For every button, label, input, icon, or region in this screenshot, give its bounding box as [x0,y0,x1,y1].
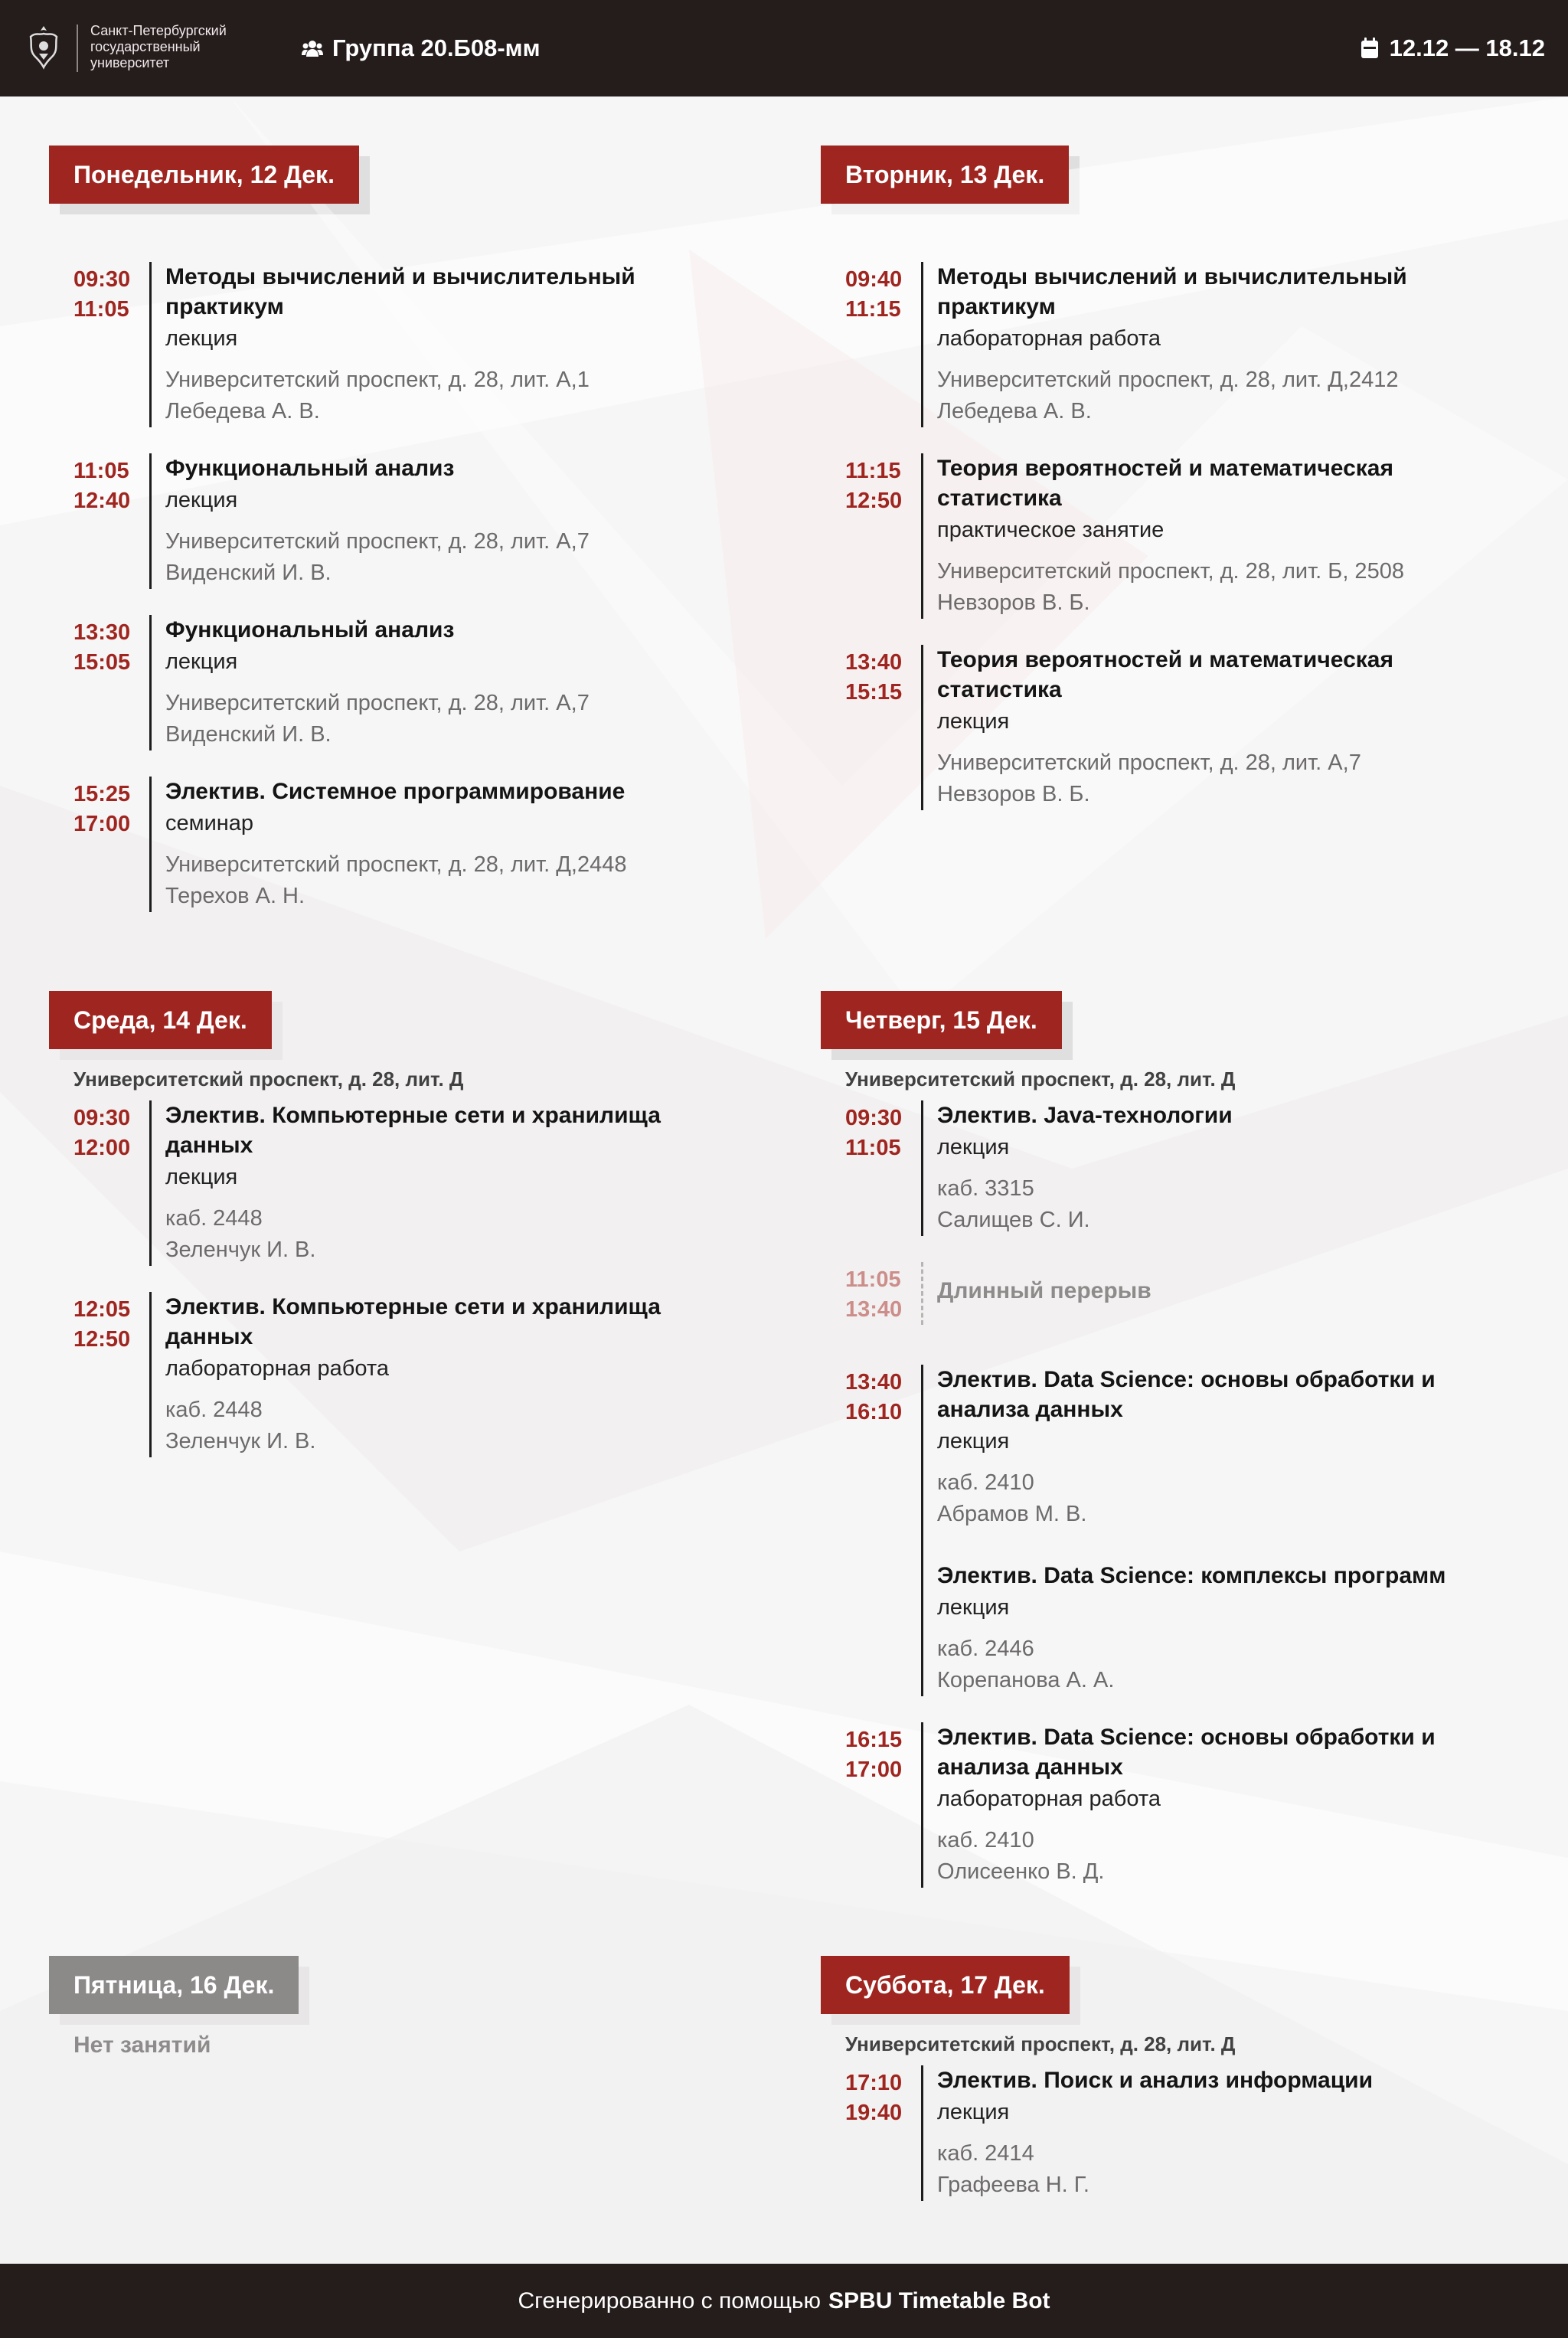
event-start: 11:05 [74,459,129,483]
event-end: 15:15 [845,680,903,705]
event-start: 13:30 [74,620,131,645]
event-title: Функциональный анализ [165,617,455,643]
day-monday [49,146,738,938]
event-kind: лекция [937,1429,1010,1453]
event-place: Университетский проспект, д. 28, лит. А,7 [937,750,1361,775]
top-bar [0,0,1568,96]
day-tuesday [821,146,1510,836]
event-body [937,645,1473,810]
event-place: Университетский проспект, д. 28, лит. Д,2412 [937,368,1399,392]
event-title: Электив. Компьютерные сети и хранилища данных [165,1294,661,1349]
event-item [845,453,1510,619]
event-title: Электив. Системное программирование [165,779,626,804]
event-times [845,1100,923,1236]
event-kind: практическое занятие [937,518,1165,542]
event-body [165,1292,701,1457]
break-title: Длинный перерыв [937,1278,1152,1303]
event-kind: лекция [937,2100,1010,2124]
event-end: 12:00 [74,1136,131,1160]
event-end: 13:40 [845,1297,903,1322]
event-item [74,453,738,589]
day-title: Понедельник, 12 Дек. [49,146,359,204]
event-item [845,1365,1510,1696]
logo-divider [77,25,78,72]
day-title: Вторник, 13 Дек. [821,146,1069,204]
event-times [845,1365,923,1696]
event-place: Университетский проспект, д. 28, лит. Б, 2508 [937,559,1404,584]
footer [0,2264,1568,2338]
event-body [937,262,1473,427]
event-times [74,777,152,912]
event-place: Университетский проспект, д. 28, лит. А,7 [165,529,590,554]
event-place: каб. 2448 [165,1206,263,1231]
event-teacher: Терехов А. Н. [165,884,305,908]
day-friday [49,1956,738,2058]
event-teacher: Корепанова А. А. [937,1668,1115,1692]
event-teacher: Салищев С. И. [937,1208,1090,1232]
break-item [845,1262,1510,1325]
event-place: Университетский проспект, д. 28, лит. Д,2448 [165,852,627,877]
parallel-event [937,1561,1473,1696]
event-body [165,777,701,912]
event-kind: лабораторная работа [937,326,1161,351]
week-dates: 12.12 — 18.12 [1389,34,1545,61]
day-location: Университетский проспект, д. 28, лит. Д [845,1068,1236,1091]
event-end: 11:05 [74,297,129,322]
event-title: Электив. Data Science: основы обработки и анализа данных [937,1725,1436,1780]
event-end: 12:50 [74,1327,131,1352]
day-title: Четверг, 15 Дек. [821,991,1062,1049]
event-kind: лекция [937,709,1010,734]
event-start: 13:40 [845,1370,903,1395]
event-item [845,262,1510,427]
event-place: Университетский проспект, д. 28, лит. А,7 [165,691,590,715]
event-times [845,1722,923,1888]
event-title: Электив. Data Science: комплексы программ [937,1563,1446,1588]
university-name-line: университет [90,55,170,70]
event-end: 15:05 [74,650,131,675]
university-name [90,23,266,71]
event-body [937,1262,1473,1325]
event-kind: лабораторная работа [165,1356,389,1381]
event-teacher: Лебедева А. В. [165,399,320,423]
event-item [74,262,738,427]
group-name: Группа 20.Б08-мм [332,34,541,61]
event-times [845,453,923,619]
event-times [74,453,152,589]
group-label [302,32,541,64]
university-name-line: государственный [90,39,201,54]
event-start: 09:30 [74,267,131,292]
day-title: Среда, 14 Дек. [49,991,272,1049]
event-teacher: Виденский И. В. [165,722,332,747]
event-list [49,1100,738,1457]
university-name-line: Санкт-Петербургский [90,23,227,38]
event-start: 09:30 [845,1106,903,1130]
event-teacher: Зеленчук И. В. [165,1429,316,1453]
event-times [74,1292,152,1457]
no-classes-label: Нет занятий [74,2032,211,2058]
event-start: 12:05 [74,1297,131,1322]
event-list [49,262,738,912]
event-item [74,777,738,912]
event-start: 11:15 [845,459,901,483]
day-wednesday [49,991,738,1483]
event-item [74,615,738,750]
event-item [845,2065,1510,2201]
event-item [845,645,1510,810]
event-item [74,1100,738,1266]
event-end: 17:00 [74,812,131,836]
event-list [821,2065,1510,2201]
event-body [165,1100,701,1266]
event-body [165,615,701,750]
event-item [845,1722,1510,1888]
event-end: 11:05 [845,1136,901,1160]
event-body [937,2065,1473,2201]
event-start: 17:10 [845,2071,903,2095]
event-start: 16:15 [845,1728,903,1752]
event-times [845,2065,923,2201]
event-title: Электив. Поиск и анализ информации [937,2068,1374,2093]
event-body [937,1722,1473,1888]
event-end: 11:15 [845,297,901,322]
event-start: 13:40 [845,650,903,675]
event-times [74,262,152,427]
day-location: Университетский проспект, д. 28, лит. Д [74,1068,464,1091]
event-body [165,453,701,589]
event-body [937,1100,1473,1236]
event-place: каб. 2448 [165,1398,263,1422]
footer-prefix: Сгенерированно с помощью [518,2287,822,2313]
event-start: 15:25 [74,782,131,806]
event-body [937,453,1473,619]
event-title: Электив. Java-технологии [937,1103,1233,1128]
event-teacher: Олисеенко В. Д. [937,1859,1105,1884]
event-item [845,1100,1510,1236]
event-kind: лекция [165,1165,238,1189]
event-start: 11:05 [845,1267,901,1292]
event-teacher: Зеленчук И. В. [165,1238,316,1262]
event-title: Электив. Data Science: основы обработки и анализа данных [937,1367,1436,1422]
event-place: каб. 2410 [937,1828,1034,1852]
event-times [845,262,923,427]
event-kind: лекция [937,1135,1010,1159]
event-start: 09:30 [74,1106,131,1130]
event-place: каб. 2414 [937,2141,1034,2166]
day-saturday [821,1956,1510,2227]
event-teacher: Невзоров В. Б. [937,590,1090,615]
event-kind: лекция [165,488,238,512]
event-place: каб. 2410 [937,1470,1034,1495]
event-end: 17:00 [845,1758,903,1782]
event-teacher: Виденский И. В. [165,561,332,585]
event-title: Функциональный анализ [165,456,455,481]
event-teacher: Невзоров В. Б. [937,782,1090,806]
event-list [821,262,1510,810]
event-body [165,262,701,427]
day-title: Суббота, 17 Дек. [821,1956,1070,2014]
event-end: 19:40 [845,2101,903,2125]
university-emblem-icon [24,23,63,72]
event-start: 09:40 [845,267,903,292]
event-body [937,1365,1473,1696]
week-range [1361,32,1545,64]
event-list [821,1100,1510,1888]
event-times [74,615,152,750]
event-title: Электив. Компьютерные сети и хранилища данных [165,1103,661,1158]
event-kind: лекция [165,326,238,351]
event-end: 12:40 [74,489,131,513]
footer-bot-name: SPBU Timetable Bot [828,2287,1050,2313]
users-icon [302,38,323,58]
event-place: каб. 2446 [937,1637,1034,1661]
event-times [845,1262,923,1325]
event-teacher: Графеева Н. Г. [937,2173,1089,2197]
event-times [845,645,923,810]
event-kind: лабораторная работа [937,1787,1161,1811]
day-thursday [821,991,1510,1914]
event-title: Методы вычислений и вычислительный практикум [165,264,635,319]
event-kind: семинар [165,811,254,835]
event-title: Теория вероятностей и математическая статистика [937,647,1393,702]
event-kind: лекция [937,1595,1010,1620]
event-title: Теория вероятностей и математическая статистика [937,456,1393,511]
event-item [74,1292,738,1457]
event-place: каб. 3315 [937,1176,1034,1201]
event-teacher: Лебедева А. В. [937,399,1092,423]
event-title: Методы вычислений и вычислительный практикум [937,264,1407,319]
day-title: Пятница, 16 Дек. [49,1956,299,2014]
day-location: Университетский проспект, д. 28, лит. Д [845,2032,1236,2055]
event-times [74,1100,152,1266]
event-place: Университетский проспект, д. 28, лит. А,1 [165,368,590,392]
event-teacher: Абрамов М. В. [937,1502,1087,1526]
calendar-icon [1361,38,1379,59]
event-end: 12:50 [845,489,903,513]
event-end: 16:10 [845,1400,903,1424]
event-kind: лекция [165,649,238,674]
